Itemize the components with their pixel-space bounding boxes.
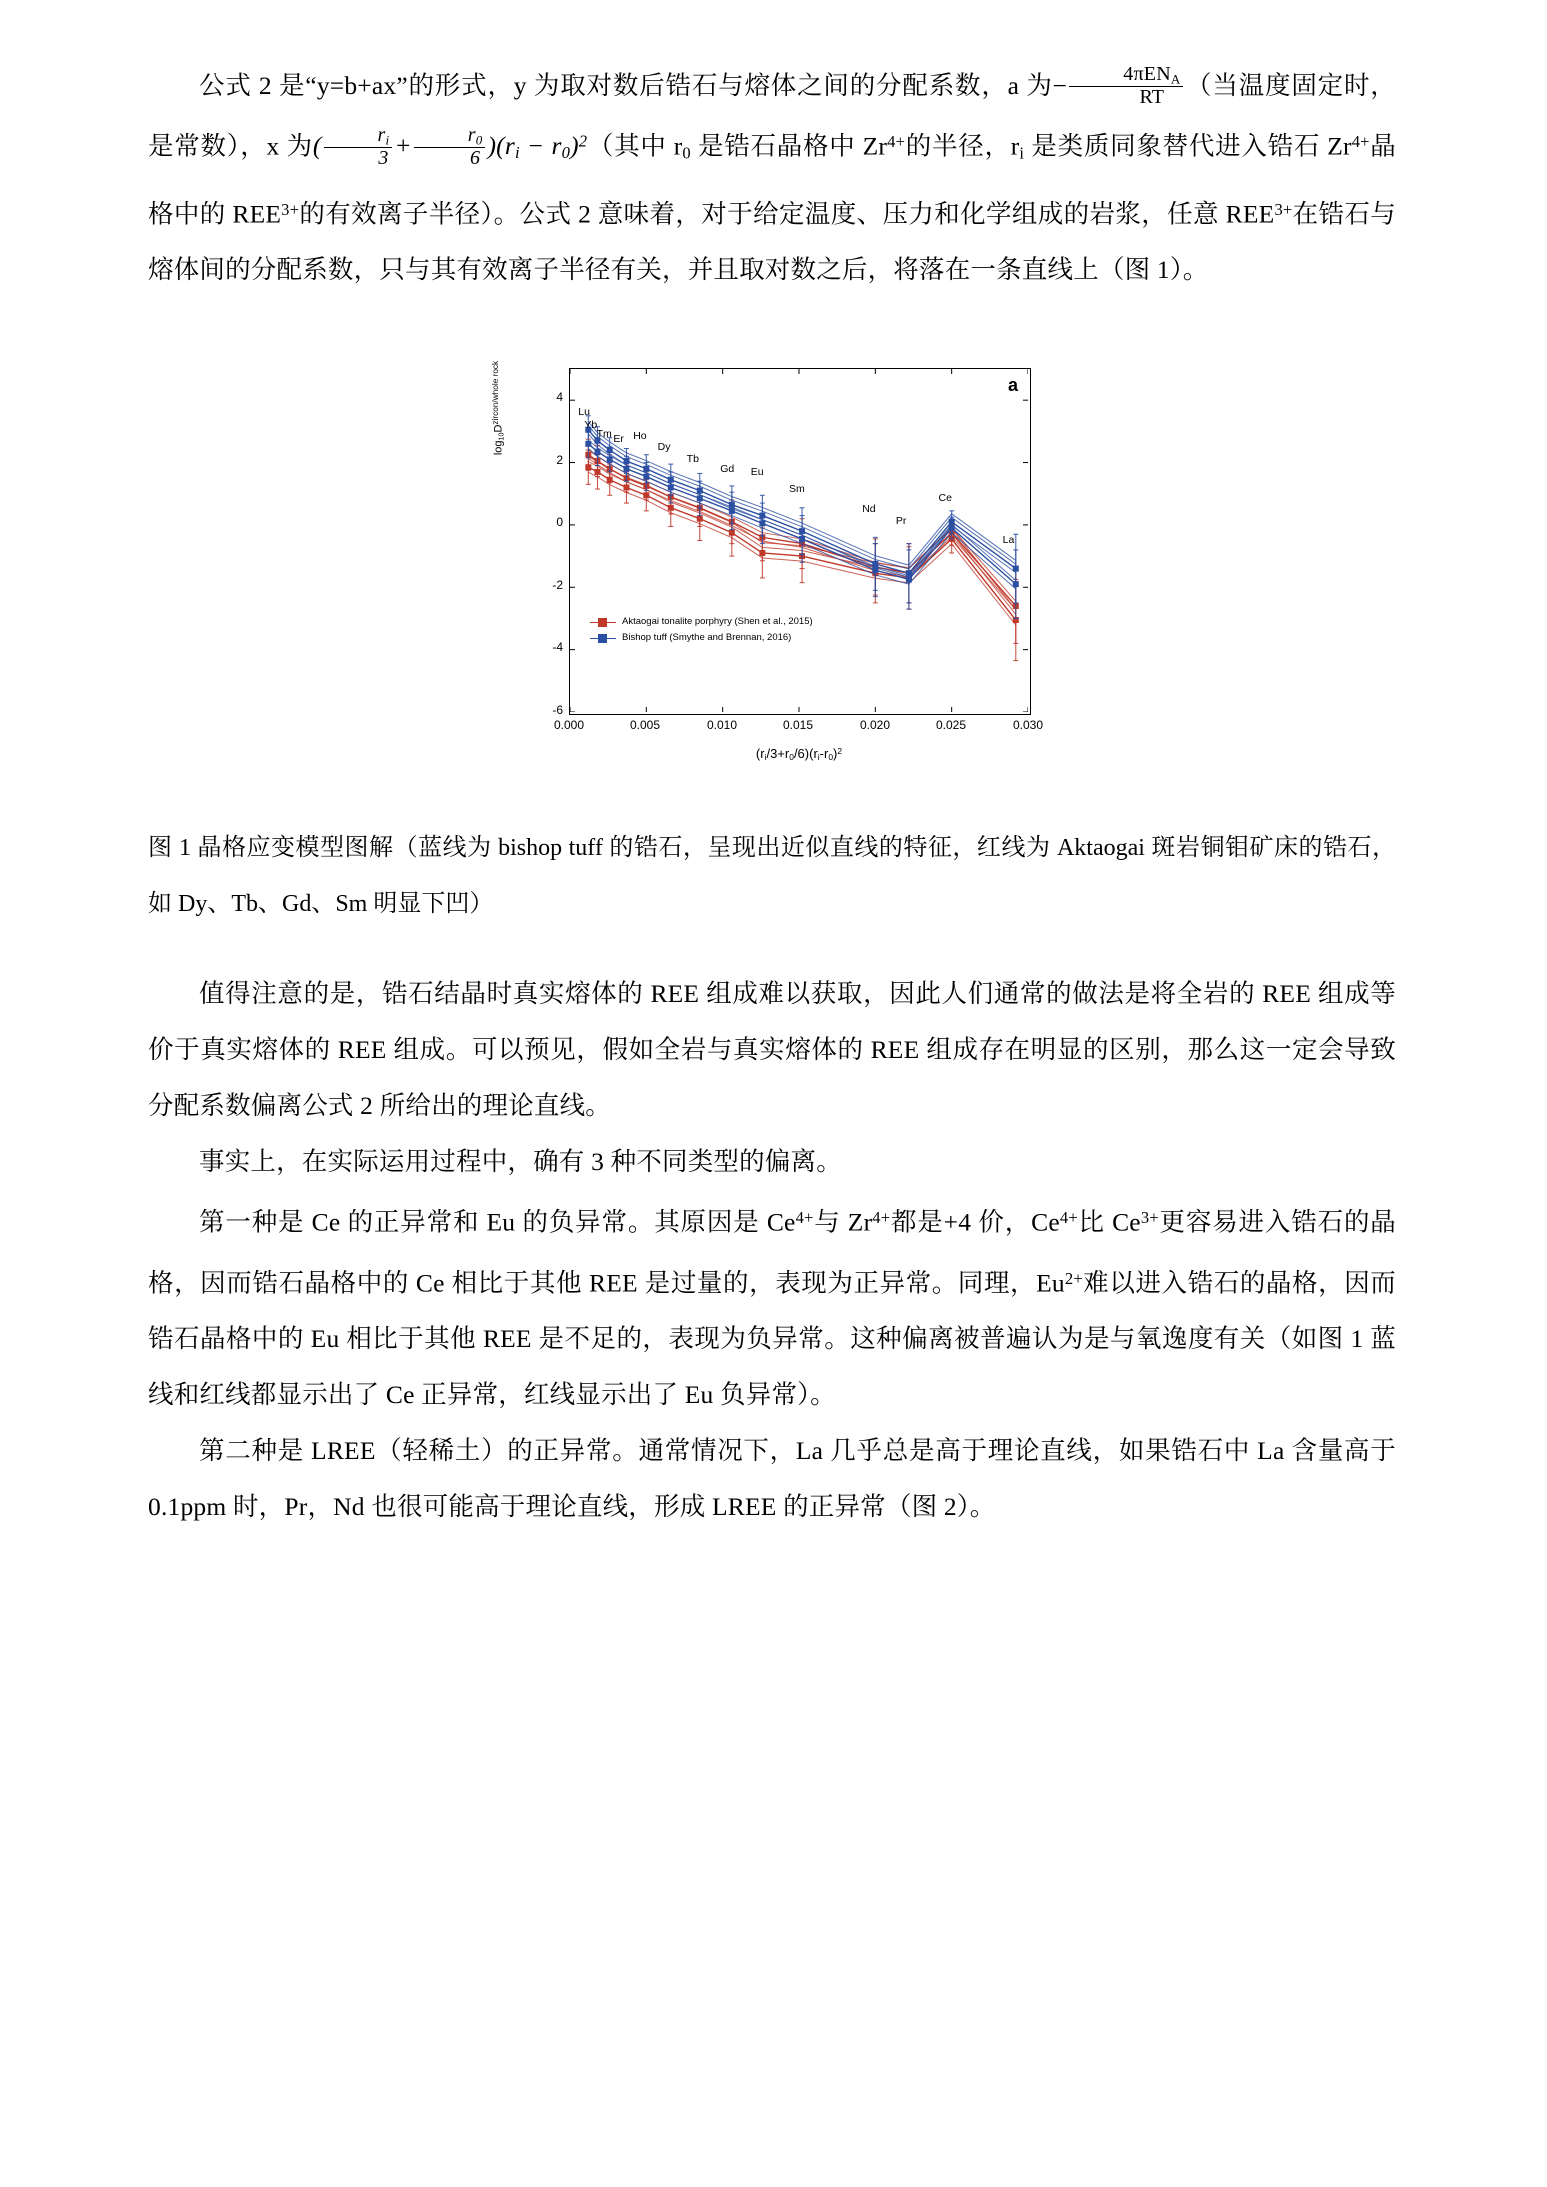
p1-seg-1: （当温度固定时，是常数），x 为 [148, 71, 1396, 161]
legend-marker-blue [590, 633, 616, 643]
y-tick-minus2: -2 [552, 578, 563, 593]
figure-caption: 图 1 晶格应变模型图解（蓝线为 bishop tuff 的锆石，呈现出近似直线的特征，红线为 Aktaogai 斑岩铜钼矿床的锆石，如 Dy、Tb、Gd、Sm 明显下凹） [148, 835, 1396, 918]
x-tick-6: 0.030 [1012, 718, 1044, 733]
frac2-tail-mid: − r [519, 131, 562, 161]
legend-item-bishop [590, 630, 920, 646]
frac2b-den: 6 [414, 147, 486, 169]
x-label-sub3: i [817, 752, 820, 763]
frac2-tail-sub: i [514, 143, 520, 163]
y-tick-minus6: -6 [552, 703, 563, 718]
element-label-lu: Lu [578, 406, 590, 419]
p1-seg-14: 在锆石与熔体间的分配系数，只与其有效离子半径有关，并且取对数之后，将落在一条直线上（图 1）。 [148, 199, 1396, 285]
p1-sup-zr4: 4+ [887, 132, 906, 151]
fraction-ri-3 [324, 125, 393, 169]
p1-sup-zr4-b: 4+ [1351, 132, 1370, 151]
element-label-pr: Pr [895, 515, 907, 528]
p1-seg-4: 是锆石晶格中 Zr [690, 131, 888, 161]
element-label-eu: Eu [750, 466, 764, 479]
legend-label-aktaogai: Aktaogai tonalite porphyry (Shen et al., 2015) [622, 616, 813, 628]
p1-seg-10: 晶格中的 REE [148, 131, 1396, 229]
x-label-mid: /3+r [766, 746, 790, 762]
x-tick-1: 0.005 [629, 718, 661, 733]
element-label-ho: Ho [633, 429, 647, 442]
panel-letter: a [1007, 375, 1018, 396]
fraction-r0-6 [414, 125, 486, 169]
x-tick-0: 0.000 [553, 718, 585, 733]
element-label-er: Er [613, 432, 624, 445]
frac1-num-sub: A [1170, 71, 1181, 87]
x-label-sub2: 0 [789, 752, 794, 763]
paragraph-1 [148, 58, 1396, 298]
paragraph-5: 第二种是 LREE（轻稀土）的正异常。通常情况下，La 几乎总是高于理论直线，如果锆石中 La 含量高于 0.1ppm 时，Pr，Nd 也很可能高于理论直线，形成 LREE 的正异常（图 2）。 [148, 1435, 1396, 1521]
chart-legend [590, 614, 920, 646]
frac1-den: RT [1069, 86, 1183, 108]
fraction-group-x: ( $\frac{r_i}{3}$ + $\frac{r_0}{6}$ )$(r_i - r_0)^2$ [312, 123, 588, 169]
frac2-tail-sub2: 0 [561, 143, 571, 163]
x-label-sub4: 0 [828, 752, 834, 763]
x-label-mid2: /6)(r [793, 746, 818, 762]
y-label-d: D [492, 424, 505, 433]
x-axis-label [569, 746, 1029, 762]
frac2a-num-sub: i [385, 131, 390, 147]
p1-seg-0: 公式 2 是“y=b+ax”的形式，y 为取对数后锆石与熔体之间的分配系数，a 为− [199, 71, 1068, 100]
element-label-tm: Tm [596, 428, 612, 441]
fraction-4piENa-RT [1069, 64, 1183, 108]
p1-sup-ree3: 3+ [281, 199, 300, 219]
element-label-ce: Ce [938, 492, 952, 504]
p1-seg-6: 的半径，r [905, 131, 1020, 161]
x-label-close: ) [833, 746, 838, 762]
y-tick-4: 4 [556, 390, 563, 405]
element-label-dy: Dy [657, 441, 671, 454]
p1-seg-8: 是类质同象替代进入锆石 Zr [1024, 131, 1352, 161]
p1-sub-ri: i [1019, 143, 1025, 163]
p1-sup-ree3-b: 3+ [1274, 199, 1293, 219]
figure-1 [148, 358, 1396, 778]
p1-seg-2: （其中 r [587, 131, 683, 161]
paragraph-4: 第一种是 Ce 的正异常和 Eu 的负异常。其原因是 $Ce^{4+}$与 $Zr^{4+}$都是+4 价，$Ce^{4+}$比 $Ce^{3+}$更容易进入锆石的晶格，因而锆石晶格中的 Ce 相比于其他 REE 是过量的，表现为正异常。同理，$Eu^{2+}$难以进入锆石的晶格，因而锆石晶格中的 Eu 相比于其他 REE 是不足的，表现为负异常。这种偏离被普遍认为是与氧逸度有关（如图 1 蓝线和红线都显示出了 Ce 正异常，红线显示出了 Eu 负异常）。 [148, 1207, 1396, 1409]
x-label-sub1: i [764, 752, 767, 763]
element-label-gd: Gd [720, 463, 735, 476]
y-tick-minus4: -4 [552, 640, 563, 655]
element-label-la: La [1002, 534, 1015, 547]
x-tick-5: 0.025 [935, 718, 967, 733]
y-tick-2: 2 [556, 453, 563, 468]
x-tick-3: 0.015 [782, 718, 814, 733]
y-axis-label [491, 338, 505, 478]
frac2-tail-end: ) [570, 131, 579, 161]
x-label-mid3: -r [819, 746, 829, 762]
element-label-sm: Sm [788, 483, 805, 496]
y-tick-0: 0 [556, 515, 563, 530]
x-tick-4: 0.020 [859, 718, 891, 733]
x-label-exp: 2 [837, 746, 843, 757]
frac2a-num: r [377, 123, 386, 146]
x-label-pre: (r [755, 746, 765, 762]
paragraph-3: 事实上，在实际运用过程中，确有 3 种不同类型的偏离。 [199, 1147, 842, 1177]
chart-svg [570, 369, 1028, 712]
y-label-sup: zircon/whole rock [491, 360, 500, 425]
frac2-exp: 2 [578, 132, 588, 151]
lattice-strain-chart [477, 358, 1067, 778]
frac2a-den: 3 [324, 147, 393, 169]
p1-sub-r0: 0 [682, 143, 691, 163]
frac2b-num-sub: 0 [475, 131, 483, 147]
x-tick-2: 0.010 [706, 718, 738, 733]
frac2b-num: r [467, 123, 476, 146]
element-label-tb: Tb [686, 453, 699, 466]
p1-seg-12: 的有效离子半径）。公式 2 意味着，对于给定温度、压力和化学组成的岩浆，任意 REE [299, 199, 1275, 229]
y-label-log: log [492, 440, 505, 456]
element-label-nd: Nd [862, 502, 876, 515]
paragraph-2: 值得注意的是，锆石结晶时真实熔体的 REE 组成难以获取，因此人们通常的做法是将全岩的 REE 组成等价于真实熔体的 REE 组成。可以预见，假如全岩与真实熔体的 REE 组成存在明显的区别，那么这一定会导致分配系数偏离公式 2 所给出的理论直线。 [148, 979, 1396, 1121]
page-content [148, 58, 1396, 1535]
element-label-yb: Yb [584, 418, 598, 431]
frac2-tail: (r [496, 131, 515, 161]
legend-item-aktaogai [590, 614, 920, 630]
plot-area [569, 368, 1031, 715]
legend-label-bishop: Bishop tuff (Smythe and Brennan, 2016) [622, 632, 792, 644]
legend-marker-red [590, 617, 616, 627]
y-label-sub: 10 [497, 432, 506, 441]
frac1-num: 4πEN [1123, 63, 1171, 86]
